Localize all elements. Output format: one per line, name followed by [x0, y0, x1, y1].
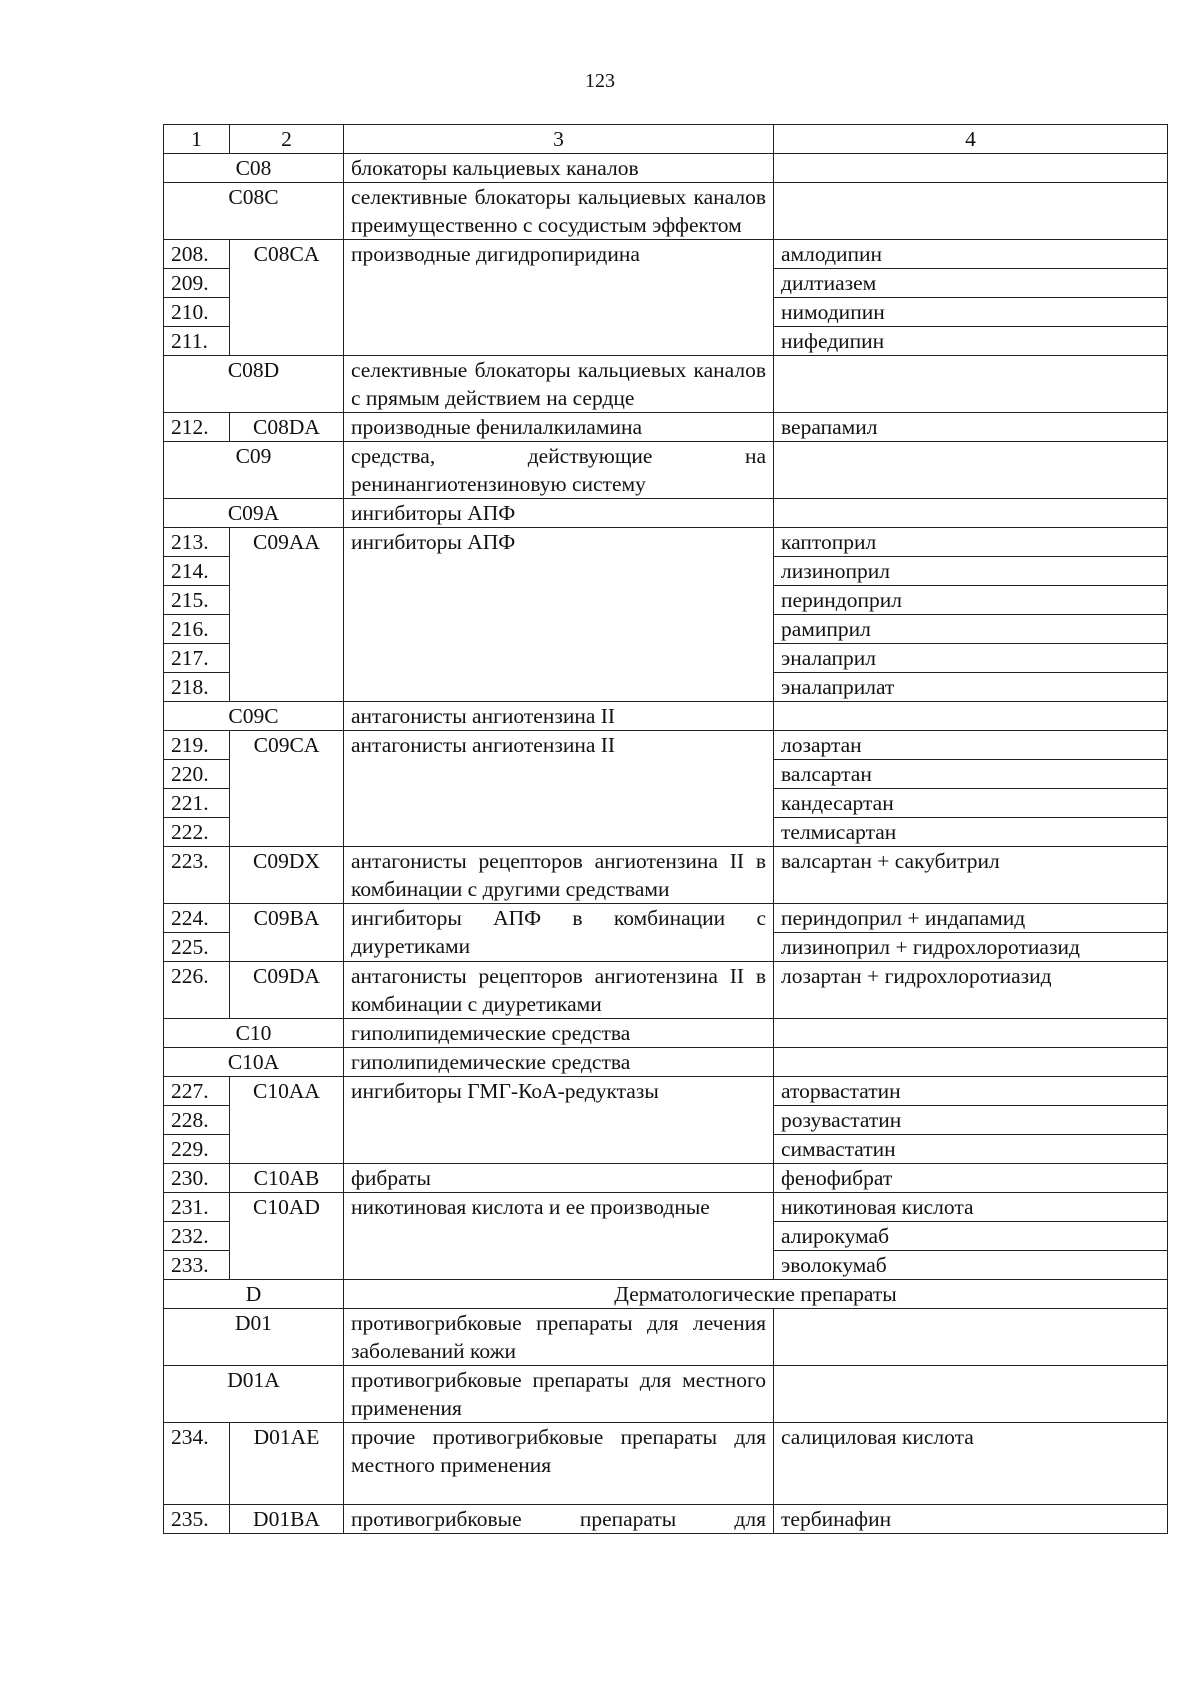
table-row — [164, 1164, 1168, 1193]
group-description: прочие противогрибковые препараты для местного применения — [344, 1423, 774, 1505]
drug-name: никотиновая кислота — [774, 1193, 1168, 1222]
drug-name: лизиноприл + гидрохлоротиазид — [774, 933, 1168, 962]
table-row — [164, 1423, 1168, 1505]
group-code: C08C — [164, 183, 344, 240]
table-row — [164, 356, 1168, 413]
atc-code: C09DA — [230, 962, 344, 1019]
drug-name: нифедипин — [774, 327, 1168, 356]
group-code: C09A — [164, 499, 344, 528]
row-number: 216. — [164, 615, 230, 644]
drug-name: эналаприлат — [774, 673, 1168, 702]
atc-code: C08CA — [230, 240, 344, 356]
row-number: 213. — [164, 528, 230, 557]
drug-name: периндоприл + индапамид — [774, 904, 1168, 933]
row-number: 227. — [164, 1077, 230, 1106]
table-row — [164, 962, 1168, 1019]
table-row — [164, 413, 1168, 442]
row-number: 226. — [164, 962, 230, 1019]
group-description: никотиновая кислота и ее производные — [344, 1193, 774, 1280]
row-number: 231. — [164, 1193, 230, 1222]
drug-name: рамиприл — [774, 615, 1168, 644]
header-col-2: 2 — [230, 125, 344, 154]
table-row — [164, 442, 1168, 499]
drug-name: лизиноприл — [774, 557, 1168, 586]
atc-code: D01BA — [230, 1505, 344, 1534]
row-number: 209. — [164, 269, 230, 298]
row-number: 233. — [164, 1251, 230, 1280]
table-row — [164, 1366, 1168, 1423]
row-number: 232. — [164, 1222, 230, 1251]
group-description: антагонисты ангиотензина II — [344, 731, 774, 847]
header-col-1: 1 — [164, 125, 230, 154]
group-description: ингибиторы АПФ в комбинации с диуретиками — [344, 904, 774, 962]
group-description: производные фенилалкиламина — [344, 413, 774, 442]
section-code: D — [164, 1280, 344, 1309]
row-number: 228. — [164, 1106, 230, 1135]
group-description: фибраты — [344, 1164, 774, 1193]
row-number: 229. — [164, 1135, 230, 1164]
header-col-4: 4 — [774, 125, 1168, 154]
drug-name — [774, 1048, 1168, 1077]
row-number: 208. — [164, 240, 230, 269]
drug-name: лозартан — [774, 731, 1168, 760]
row-number: 222. — [164, 818, 230, 847]
table-row — [164, 1193, 1168, 1222]
row-number: 224. — [164, 904, 230, 933]
group-description: противогрибковые препараты для местного применения — [344, 1366, 774, 1423]
drug-name: телмисартан — [774, 818, 1168, 847]
table-row — [164, 731, 1168, 760]
atc-code: C10AB — [230, 1164, 344, 1193]
page-number: 123 — [585, 70, 615, 92]
row-number: 220. — [164, 760, 230, 789]
drug-name: амлодипин — [774, 240, 1168, 269]
group-description: блокаторы кальциевых каналов — [344, 154, 774, 183]
group-code: C08D — [164, 356, 344, 413]
atc-code: C09BA — [230, 904, 344, 962]
table-row — [164, 847, 1168, 904]
drug-name: алирокумаб — [774, 1222, 1168, 1251]
drug-name — [774, 499, 1168, 528]
atc-code: C10AD — [230, 1193, 344, 1280]
drug-name — [774, 183, 1168, 240]
table-row — [164, 1505, 1168, 1534]
group-description: ингибиторы АПФ — [344, 528, 774, 702]
row-number: 225. — [164, 933, 230, 962]
drug-name — [774, 442, 1168, 499]
atc-code: C10AA — [230, 1077, 344, 1164]
group-description: антагонисты рецепторов ангиотензина II в комбинации с диуретиками — [344, 962, 774, 1019]
table-row — [164, 1077, 1168, 1106]
row-number: 211. — [164, 327, 230, 356]
table-row — [164, 1019, 1168, 1048]
group-description: противогрибковые препараты для лечения заболеваний кожи — [344, 1309, 774, 1366]
row-number: 214. — [164, 557, 230, 586]
atc-code: D01AE — [230, 1423, 344, 1505]
drug-name: лозартан + гидрохлоротиазид — [774, 962, 1168, 1019]
drug-name: периндоприл — [774, 586, 1168, 615]
drug-name: фенофибрат — [774, 1164, 1168, 1193]
row-number: 215. — [164, 586, 230, 615]
atc-code: C08DA — [230, 413, 344, 442]
drug-name: нимодипин — [774, 298, 1168, 327]
drug-name: симвастатин — [774, 1135, 1168, 1164]
table-header-row — [164, 125, 1168, 154]
group-code: D01 — [164, 1309, 344, 1366]
group-description: селективные блокаторы кальциевых каналов с прямым действием на сердце — [344, 356, 774, 413]
drug-name — [774, 154, 1168, 183]
group-description: селективные блокаторы кальциевых каналов преимущественно с сосудистым эффектом — [344, 183, 774, 240]
group-description: противогрибковые препараты для — [344, 1505, 774, 1534]
group-code: C10A — [164, 1048, 344, 1077]
row-number: 217. — [164, 644, 230, 673]
table-row — [164, 240, 1168, 269]
header-col-3: 3 — [344, 125, 774, 154]
group-code: C10 — [164, 1019, 344, 1048]
row-number: 230. — [164, 1164, 230, 1193]
drug-name: кандесартан — [774, 789, 1168, 818]
row-number: 219. — [164, 731, 230, 760]
row-number: 218. — [164, 673, 230, 702]
drug-name: валсартан + сакубитрил — [774, 847, 1168, 904]
row-number: 221. — [164, 789, 230, 818]
section-row — [164, 1280, 1168, 1309]
table-row — [164, 499, 1168, 528]
group-description: антагонисты ангиотензина II — [344, 702, 774, 731]
table-row — [164, 154, 1168, 183]
table-row — [164, 1048, 1168, 1077]
medication-table — [163, 124, 1168, 1534]
group-description: гиполипидемические средства — [344, 1048, 774, 1077]
group-code: D01A — [164, 1366, 344, 1423]
drug-name: верапамил — [774, 413, 1168, 442]
atc-code: C09AA — [230, 528, 344, 702]
group-description: ингибиторы ГМГ-КоА-редуктазы — [344, 1077, 774, 1164]
group-description: гиполипидемические средства — [344, 1019, 774, 1048]
drug-name — [774, 1019, 1168, 1048]
group-description: ингибиторы АПФ — [344, 499, 774, 528]
drug-name — [774, 1309, 1168, 1366]
atc-code: C09CA — [230, 731, 344, 847]
group-description: антагонисты рецепторов ангиотензина II в комбинации с другими средствами — [344, 847, 774, 904]
table-row — [164, 904, 1168, 933]
drug-name — [774, 356, 1168, 413]
group-code: C09 — [164, 442, 344, 499]
table-row — [164, 1309, 1168, 1366]
drug-name: аторвастатин — [774, 1077, 1168, 1106]
atc-code: C09DX — [230, 847, 344, 904]
group-description: производные дигидропиридина — [344, 240, 774, 356]
row-number: 235. — [164, 1505, 230, 1534]
drug-name: эналаприл — [774, 644, 1168, 673]
drug-name: тербинафин — [774, 1505, 1168, 1534]
table-row — [164, 702, 1168, 731]
drug-name: дилтиазем — [774, 269, 1168, 298]
drug-name — [774, 1366, 1168, 1423]
section-title: Дерматологические препараты — [344, 1280, 1168, 1309]
table-row — [164, 183, 1168, 240]
drug-name: эволокумаб — [774, 1251, 1168, 1280]
row-number: 210. — [164, 298, 230, 327]
drug-name: розувастатин — [774, 1106, 1168, 1135]
row-number: 234. — [164, 1423, 230, 1505]
drug-name: салициловая кислота — [774, 1423, 1168, 1505]
drug-name: каптоприл — [774, 528, 1168, 557]
row-number: 223. — [164, 847, 230, 904]
drug-name — [774, 702, 1168, 731]
group-description: средства, действующие на ренинангиотензиновую систему — [344, 442, 774, 499]
table-row — [164, 528, 1168, 557]
group-code: C08 — [164, 154, 344, 183]
drug-name: валсартан — [774, 760, 1168, 789]
row-number: 212. — [164, 413, 230, 442]
group-code: C09C — [164, 702, 344, 731]
